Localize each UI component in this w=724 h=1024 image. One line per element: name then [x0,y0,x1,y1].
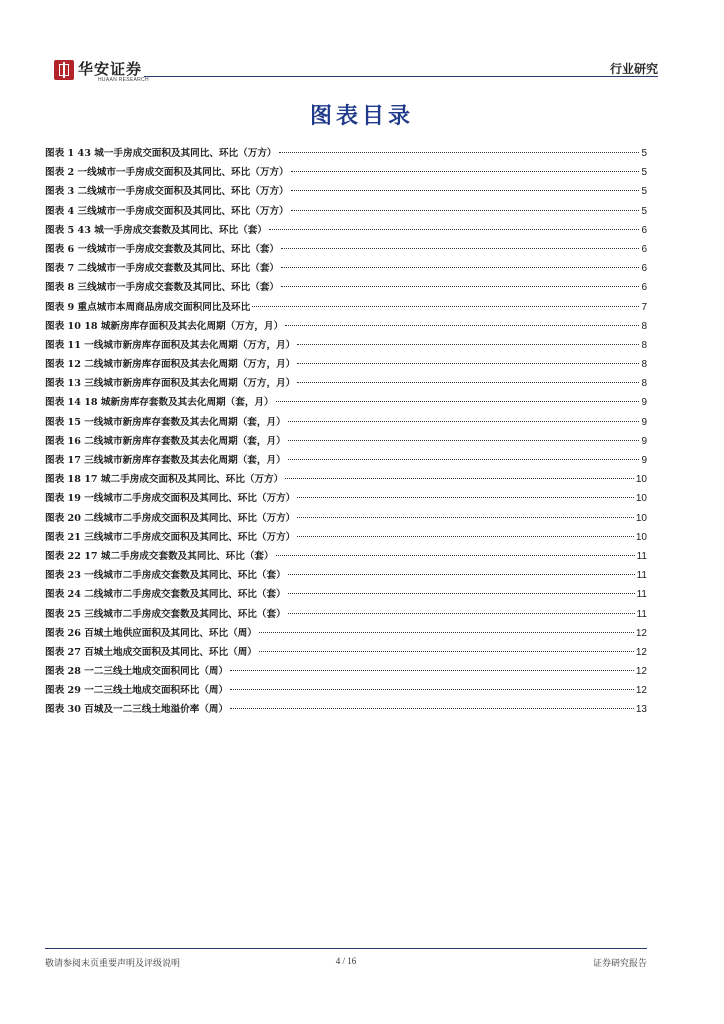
toc-entry-label: 图表 29 一二三线土地成交面积环比（周） [45,685,229,697]
toc-entry-page: 13 [635,704,647,716]
toc-entry[interactable] [45,413,647,432]
toc-leader-dots [230,689,634,690]
toc-entry-page: 6 [641,263,647,275]
toc-entry[interactable] [45,317,647,336]
toc-entry[interactable] [45,278,647,297]
report-type: 证券研究报告 [592,959,647,969]
toc-entry-page: 10 [635,474,647,486]
toc-entry[interactable] [45,298,647,317]
toc-leader-dots [252,306,639,307]
toc-entry-page: 8 [641,359,647,371]
toc-leader-dots [288,593,635,594]
toc-leader-dots [259,632,634,633]
toc-entry-page: 6 [641,224,647,236]
toc-entry-label: 图表 11 一线城市新房库存面积及其去化周期（万方，月） [45,339,296,351]
toc-leader-dots [288,613,635,614]
toc-entry-page: 12 [635,627,647,639]
toc-leader-dots [259,651,634,652]
toc-leader-dots [230,708,634,709]
toc-entry-label: 图表 24 二线城市二手房成交套数及其同比、环比（套） [45,589,286,601]
toc-entry-page: 5 [641,186,647,198]
toc-entry[interactable] [45,432,647,451]
toc-leader-dots [230,670,634,671]
toc-entry[interactable] [45,566,647,585]
toc-entry[interactable] [45,163,647,182]
toc-entry-page: 12 [635,666,647,678]
toc-entry[interactable] [45,240,647,259]
toc-entry-page: 10 [635,531,647,543]
toc-leader-dots [297,363,639,364]
page-number: 4 / 16 [335,956,357,966]
toc-entry-label: 图表 22 17 城二手房成交套数及其同比、环比（套） [45,550,274,562]
toc-entry[interactable] [45,605,647,624]
toc-leader-dots [276,401,640,402]
toc-entry-page: 11 [636,589,647,601]
toc-entry-label: 图表 9 重点城市本周商品房成交面积同比及环比 [45,301,251,313]
toc-entry-label: 图表 19 一线城市二手房成交面积及其同比、环比（万方） [45,493,296,505]
toc-entry[interactable] [45,451,647,470]
logo-text-cn: 华安证券 [78,60,143,78]
toc-entry-label: 图表 20 二线城市二手房成交面积及其同比、环比（万方） [45,512,296,524]
toc-entry-label: 图表 27 百城土地成交面积及其同比、环比（周） [45,646,257,658]
toc-entry-page: 6 [641,243,647,255]
toc-leader-dots [291,210,640,211]
toc-entry[interactable] [45,662,647,681]
toc-entry[interactable] [45,144,647,163]
section-title: 行业研究 [609,62,658,76]
toc-entry-page: 11 [636,608,647,620]
toc-entry-page: 9 [641,435,647,447]
toc-entry-label: 图表 10 18 城新房库存面积及其去化周期（万方，月） [45,320,284,332]
toc-leader-dots [288,459,640,460]
toc-entry-label: 图表 25 三线城市二手房成交套数及其同比、环比（套） [45,608,286,620]
toc-entry-page: 5 [641,167,647,179]
toc-leader-dots [288,440,640,441]
toc-entry[interactable] [45,393,647,412]
toc-leader-dots [297,536,634,537]
toc-entry-label: 图表 28 一二三线土地成交面积同比（周） [45,666,229,678]
toc-entry-label: 图表 2 一线城市一手房成交面积及其同比、环比（万方） [45,167,289,179]
toc-entry-label: 图表 12 二线城市新房库存面积及其去化周期（万方，月） [45,359,296,371]
toc-leader-dots [279,152,640,153]
toc-entry-page: 9 [641,397,647,409]
toc-entry-page: 11 [636,550,647,562]
toc-entry-label: 图表 5 43 城一手房成交套数及其同比、环比（套） [45,224,267,236]
toc-entry-label: 图表 23 一线城市二手房成交套数及其同比、环比（套） [45,570,286,582]
toc-entry[interactable] [45,374,647,393]
toc-entry[interactable] [45,509,647,528]
toc-entry-page: 12 [635,685,647,697]
toc-entry[interactable] [45,182,647,201]
toc-entry-label: 图表 1 43 城一手房成交面积及其同比、环比（万方） [45,148,277,159]
toc-leader-dots [288,421,640,422]
toc-entry-label: 图表 7 二线城市一手房成交套数及其同比、环比（套） [45,263,280,275]
toc-entry-page: 8 [641,320,647,332]
toc-entry-page: 5 [641,148,647,159]
toc-entry[interactable] [45,624,647,643]
toc-entry[interactable] [45,700,647,719]
toc-leader-dots [285,325,639,326]
toc-entry-page: 11 [636,570,647,582]
toc-entry-label: 图表 18 17 城二手房成交面积及其同比、环比（万方） [45,474,284,486]
toc-leader-dots [297,344,639,345]
toc-leader-dots [276,555,635,556]
toc-entry-label: 图表 30 百城及一二三线土地溢价率（周） [45,704,229,716]
toc-leader-dots [285,478,634,479]
toc-leader-dots [281,267,639,268]
toc-leader-dots [291,190,640,191]
toc-entry-label: 图表 6 一线城市一手房成交套数及其同比、环比（套） [45,243,280,255]
toc-leader-dots [281,248,639,249]
toc-entry-label: 图表 21 三线城市二手房成交面积及其同比、环比（万方） [45,531,296,543]
toc-entry[interactable] [45,336,647,355]
toc-entry-label: 图表 13 三线城市新房库存面积及其去化周期（万方，月） [45,378,296,390]
toc-entry[interactable] [45,355,647,374]
toc-entry[interactable] [45,643,647,662]
toc-entry-page: 7 [641,301,647,313]
table-of-figures [45,144,647,720]
toc-entry[interactable] [45,547,647,566]
toc-leader-dots [297,382,639,383]
toc-entry[interactable] [45,259,647,278]
toc-entry-label: 图表 14 18 城新房库存套数及其去化周期（套，月） [45,397,274,409]
company-logo-icon [54,60,74,80]
toc-entry[interactable] [45,470,647,489]
toc-entry-label: 图表 17 三线城市新房库存套数及其去化周期（套，月） [45,455,286,466]
header-divider [144,76,658,77]
toc-entry-label: 图表 15 一线城市新房库存套数及其去化周期（套，月） [45,416,286,428]
toc-entry-page: 9 [641,416,647,428]
page-title: 图表目录 [309,104,414,129]
toc-entry-page: 8 [641,339,647,351]
toc-entry-label: 图表 3 二线城市一手房成交面积及其同比、环比（万方） [45,186,289,198]
toc-entry-page: 9 [641,455,647,466]
toc-entry-label: 图表 4 三线城市一手房成交面积及其同比、环比（万方） [45,205,289,217]
logo-text-en: HUAAN RESEARCH [98,77,149,83]
toc-entry[interactable] [45,489,647,508]
toc-entry[interactable] [45,221,647,240]
page-header [46,56,658,86]
toc-entry-label: 图表 8 三线城市一手房成交套数及其同比、环比（套） [45,282,280,294]
toc-leader-dots [291,171,640,172]
toc-entry-label: 图表 26 百城土地供应面积及其同比、环比（周） [45,627,257,639]
disclaimer-note: 敬请参阅末页重要声明及评级说明 [45,959,181,969]
toc-entry[interactable] [45,202,647,221]
toc-entry[interactable] [45,585,647,604]
toc-entry-page: 6 [641,282,647,294]
toc-entry-label: 图表 16 二线城市新房库存套数及其去化周期（套，月） [45,435,286,447]
footer-divider [45,948,647,949]
toc-leader-dots [297,517,634,518]
toc-entry[interactable] [45,528,647,547]
toc-leader-dots [297,497,634,498]
toc-entry-page: 5 [641,205,647,217]
toc-entry-page: 8 [641,378,647,390]
toc-entry[interactable] [45,681,647,700]
toc-entry-page: 12 [635,646,647,658]
toc-leader-dots [269,229,640,230]
toc-leader-dots [281,286,639,287]
toc-leader-dots [288,574,635,575]
toc-entry-page: 10 [635,493,647,505]
toc-entry-page: 10 [635,512,647,524]
